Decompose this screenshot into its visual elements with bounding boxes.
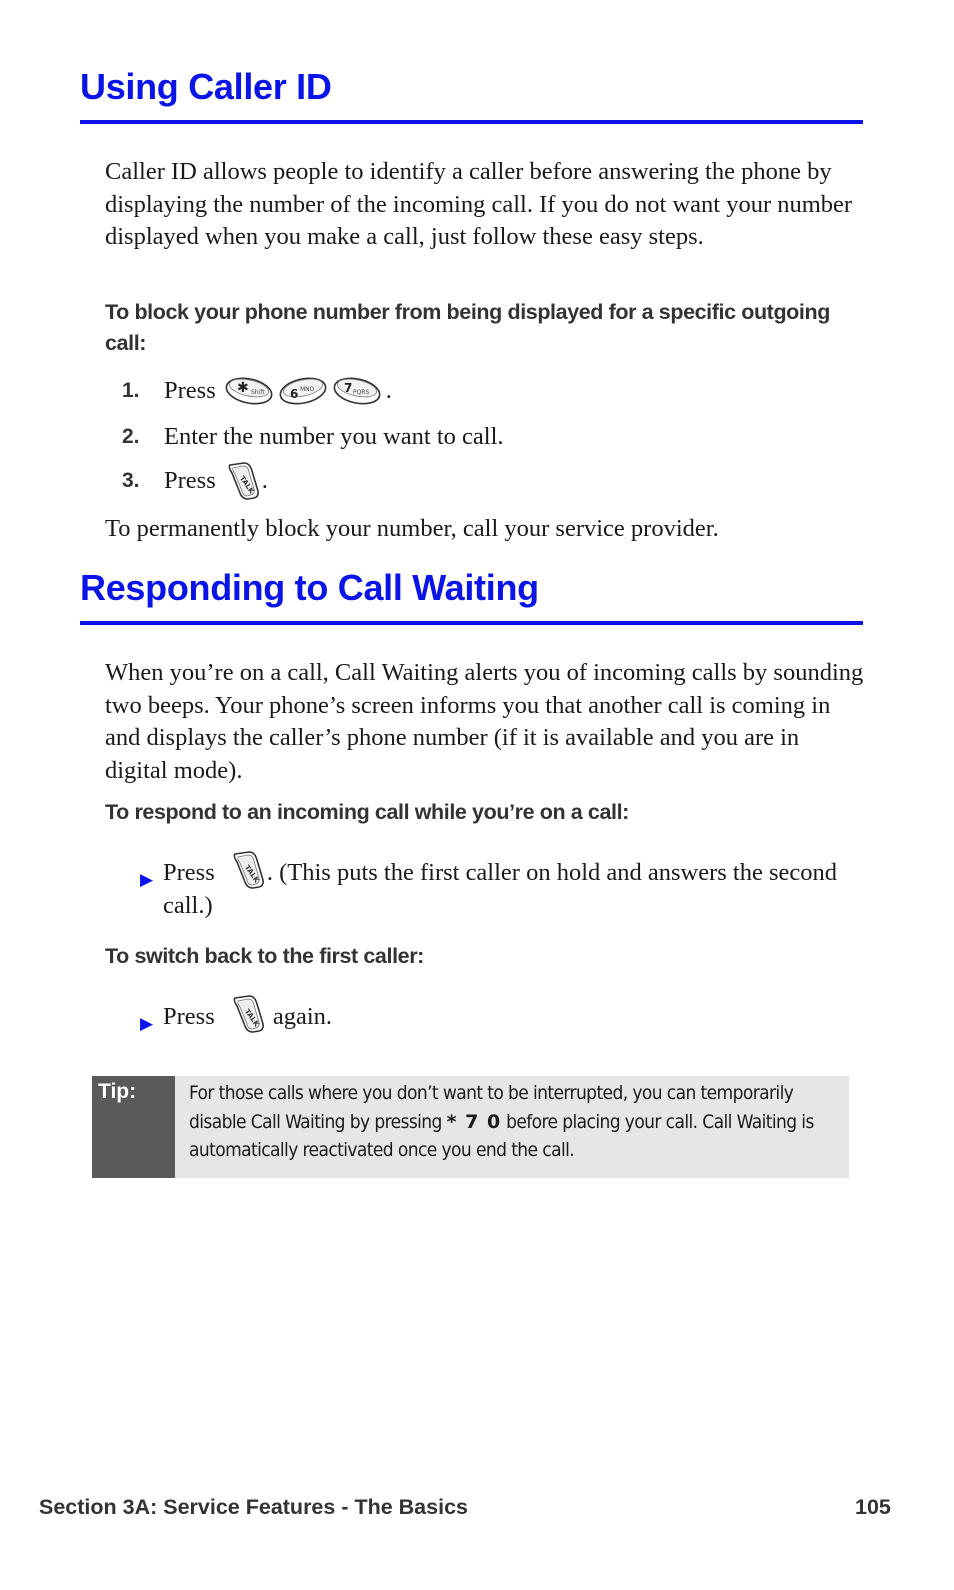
key-label: TALK	[242, 864, 261, 885]
bullet-text: . (This puts the first caller on hold and answers the second call.)	[163, 859, 838, 919]
talk-key-icon	[229, 850, 267, 890]
section-heading-call-waiting: Responding to Call Waiting	[80, 567, 539, 608]
step-3	[122, 463, 268, 499]
key-sublabel: MNO	[299, 386, 315, 393]
switch-back-bullet	[140, 1000, 850, 1033]
talk-key-icon	[224, 461, 262, 501]
step-1	[122, 373, 392, 409]
step-number: 2.	[122, 425, 140, 448]
bullet-arrow-icon: ▶	[140, 870, 154, 890]
tip-keys: * 7 0	[446, 1110, 502, 1133]
7-pqrs-key-icon	[332, 374, 382, 408]
respond-subheading: To respond to an incoming call while you’re on a call:	[105, 800, 629, 824]
heading-rule	[80, 120, 863, 124]
section-heading-caller-id: Using Caller ID	[80, 66, 332, 107]
bullet-text: again.	[272, 1003, 333, 1030]
tip-label: Tip:	[92, 1076, 175, 1178]
tip-text-part: For those calls where you don’t want to be interrupted, you can temporarily disable Call Waiting by pressing	[189, 1082, 794, 1133]
star-shift-key-icon	[224, 374, 274, 408]
key-sublabel: PQRS	[352, 389, 370, 396]
step-text: Press	[164, 377, 216, 404]
step-punct: .	[385, 377, 392, 404]
heading-rule	[80, 621, 863, 625]
switch-back-subheading: To switch back to the first caller:	[105, 944, 424, 968]
tip-text-part: before placing your call. Call Waiting is automatically reactivated once you end the call.	[189, 1110, 814, 1161]
bullet-arrow-icon: ▶	[140, 1014, 154, 1034]
key-label: TALK	[237, 474, 256, 496]
key-sublabel: Shift	[250, 389, 265, 396]
step-text: Enter the number you want to call.	[164, 423, 504, 450]
key-label: 6	[289, 387, 299, 401]
tip-box	[92, 1076, 849, 1178]
tip-text	[189, 1079, 839, 1165]
6-mno-key-icon	[278, 374, 328, 408]
block-number-subheading: To block your phone number from being displayed for a specific outgoing call:	[105, 300, 830, 355]
footer-page-number: 105	[855, 1495, 891, 1519]
caller-id-intro: Caller ID allows people to identify a caller before answering the phone by displaying the number of the incoming call. If you do not want your number displayed when you make a call, just follow these easy steps.	[105, 158, 853, 250]
respond-bullet	[140, 856, 850, 922]
step-punct: .	[261, 467, 268, 494]
step-number: 1.	[122, 379, 140, 402]
step-text: Press	[164, 467, 216, 494]
step-2	[122, 419, 504, 455]
key-label: 7	[343, 381, 353, 395]
bullet-text: Press	[163, 859, 215, 886]
step-number: 3.	[122, 469, 140, 492]
talk-key-icon	[229, 994, 267, 1034]
permanent-block-note: To permanently block your number, call your service provider.	[105, 515, 719, 542]
key-label: ✱	[236, 380, 249, 396]
key-label: TALK	[242, 1008, 261, 1029]
call-waiting-intro: When you’re on a call, Call Waiting alerts you of incoming calls by sounding two beeps. Your phone’s screen informs you that another call is coming in and displays the caller’s phone number (if it is available and you are in digital mode).	[105, 659, 864, 784]
bullet-text: Press	[163, 1003, 215, 1030]
footer-section-title: Section 3A: Service Features - The Basics	[39, 1495, 468, 1519]
